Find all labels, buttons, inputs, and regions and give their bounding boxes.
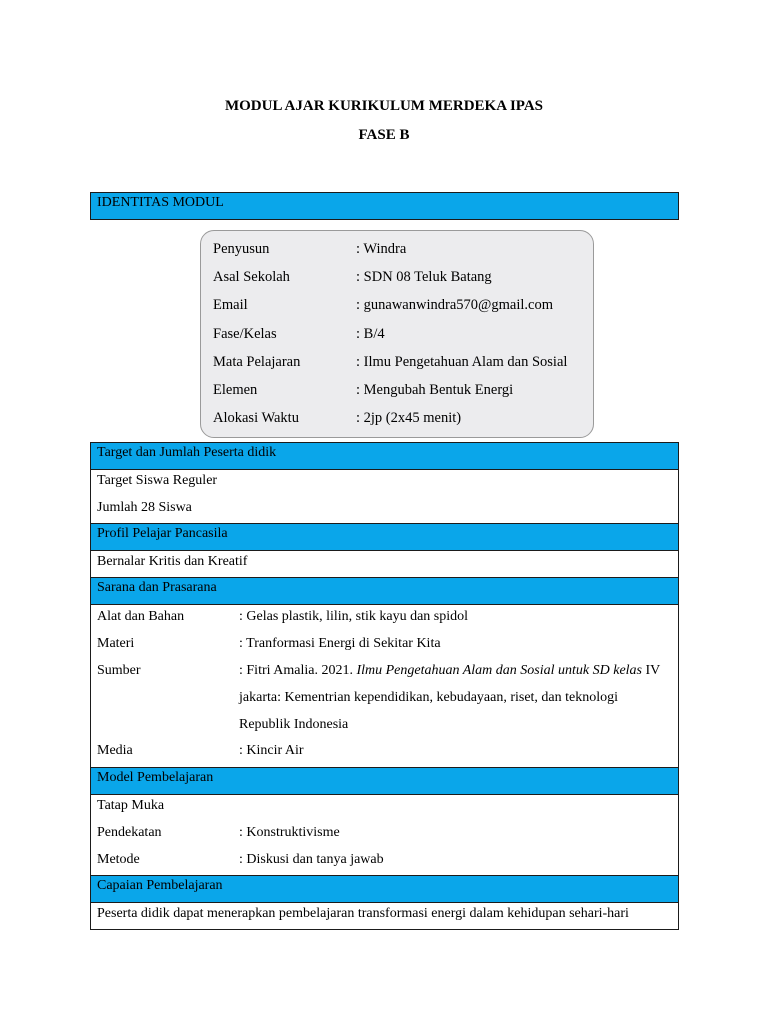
sumber-suffix: IV jakarta: Kementrian kependidikan, kebudayaan, riset, dan teknologi Republik Indonesia [239,663,661,732]
media-label: Media [97,743,133,758]
module-table [90,442,679,930]
capaian-header: Capaian Pembelajaran [91,875,678,903]
document-title: MODUL AJAR KURIKULUM MERDEKA IPAS [224,98,544,114]
sarana-sumber-row [91,657,678,737]
profil-line: Bernalar Kritis dan Kreatif [97,554,248,569]
pendekatan-value: : Konstruktivisme [239,825,340,840]
profil-header: Profil Pelajar Pancasila [91,523,678,551]
materi-value: : Tranformasi Energi di Sekitar Kita [239,636,441,651]
identity-label: Alokasi Waktu [213,410,299,426]
metode-label: Metode [97,852,140,867]
alat-value: : Gelas plastik, lilin, stik kayu dan spidol [239,609,469,624]
identity-value: : Mengubah Bentuk Energi [356,382,514,398]
sarana-header: Sarana dan Prasarana [91,577,678,605]
identity-value: : Windra [356,241,407,257]
identity-value: : SDN 08 Teluk Batang [356,269,492,285]
identity-label: Elemen [213,382,258,398]
identity-label: Penyusun [213,241,270,257]
model-header: Model Pembelajaran [91,767,678,795]
model-pendekatan-row [91,819,678,846]
identitas-header: IDENTITAS MODUL [90,192,679,220]
sarana-media-row [91,737,678,764]
sarana-materi-row [91,630,678,657]
identity-value: : 2jp (2x45 menit) [356,410,462,426]
capaian-line: Peserta didik dapat menerapkan pembelajaran transformasi energi dalam kehidupan sehari-hari [97,906,629,921]
model-line: Tatap Muka [97,798,165,813]
sumber-book-title: Ilmu Pengetahuan Alam dan Sosial untuk SD kelas [356,663,642,678]
model-metode-row [91,846,678,873]
pendekatan-label: Pendekatan [97,825,162,840]
target-count-line: Jumlah 28 Siswa [97,500,192,515]
identity-value: : B/4 [356,326,385,342]
identity-value: : Ilmu Pengetahuan Alam dan Sosial [356,354,568,370]
identity-label: Asal Sekolah [213,269,290,285]
target-header: Target dan Jumlah Peserta didik [91,442,678,470]
alat-label: Alat dan Bahan [97,609,185,624]
sarana-alat-row [91,603,678,630]
metode-value: : Diskusi dan tanya jawab [239,852,384,867]
sumber-prefix: : Fitri Amalia. 2021. [239,663,357,678]
document-subtitle: FASE B [358,127,410,143]
identity-label: Mata Pelajaran [213,354,301,370]
media-value: : Kincir Air [239,743,304,758]
sumber-label: Sumber [97,663,141,678]
identity-value: : gunawanwindra570@gmail.com [356,297,553,313]
identity-box [200,230,594,438]
identity-label: Fase/Kelas [213,326,277,342]
sumber-value [239,657,669,738]
identity-label: Email [213,297,248,313]
target-line: Target Siswa Reguler [97,473,218,488]
materi-label: Materi [97,636,135,651]
